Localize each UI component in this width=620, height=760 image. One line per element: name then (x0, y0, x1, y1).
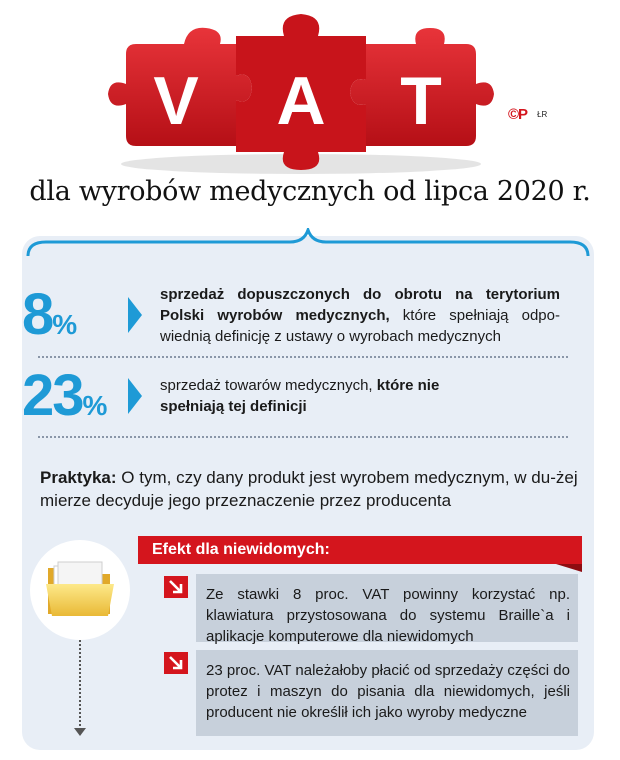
puzzle-letter-t: T (400, 63, 442, 139)
praktyka-text: O tym, czy dany produkt jest wyrobem medycznym, w du-żej mierze decyduje jego przeznaczenie przez producenta (40, 468, 578, 510)
rate-row-8 (22, 282, 582, 348)
effect-item: 23 proc. VAT należałoby płacić od sprzedaży części do protez i maszyn do pisania dla niewidomych, jeśli producent nie określił ich jako wyroby medyczne (196, 650, 578, 736)
author-initials: ŁR (537, 110, 548, 119)
arrow-down-icon (74, 728, 86, 736)
rate-number: 23 (22, 363, 83, 428)
effects-heading: Efekt dla niewidomych: (152, 541, 330, 558)
triangle-arrow-icon (128, 297, 142, 333)
dotted-separator (38, 436, 568, 438)
timeline-line (79, 640, 81, 730)
brace-divider (22, 228, 594, 260)
rate-bold-text: które nie spełniają tej definicji (160, 377, 440, 415)
banner-fold (556, 564, 582, 572)
triangle-arrow-icon (128, 378, 142, 414)
dotted-separator (38, 356, 568, 358)
rate-unit: % (52, 309, 78, 340)
rate-row-23 (22, 363, 582, 428)
folder-icon (44, 558, 116, 620)
rate-normal-text: sprzedaż towarów medycznych, (160, 377, 377, 394)
rate-unit: % (82, 390, 108, 421)
folder-badge (30, 540, 130, 640)
praktyka-note (40, 466, 580, 512)
puzzle-letter-v: V (153, 63, 199, 139)
rate-description (160, 375, 440, 417)
arrow-down-right-icon (164, 576, 188, 598)
rate-number: 8 (22, 282, 53, 347)
page-subtitle: dla wyrobów medycznych od lipca 2020 r. (29, 176, 591, 207)
praktyka-label: Praktyka: (40, 468, 117, 487)
rate-bold-text: sprzedaż dopuszczonych do obrotu na terytorium Polski wyrobów medycznych, (160, 285, 560, 324)
rate-description (160, 284, 560, 347)
rate-value (22, 363, 122, 428)
arrow-down-right-icon (164, 652, 188, 674)
rate-normal-text: które spełniają odpo-wiednią definicję z ustawy o wyrobach medycznych (160, 306, 560, 345)
rate-value (22, 282, 122, 347)
vat-puzzle-illustration (96, 6, 506, 176)
copyright-credit (508, 106, 547, 123)
puzzle-letter-a: A (276, 63, 326, 139)
copyright-logo: ©P (508, 106, 528, 123)
effect-item: Ze stawki 8 proc. VAT powinny korzystać np. klawiatura przystosowana do systemu Braille`a i aplikacje komputerowe dla niewidomych (196, 574, 578, 642)
